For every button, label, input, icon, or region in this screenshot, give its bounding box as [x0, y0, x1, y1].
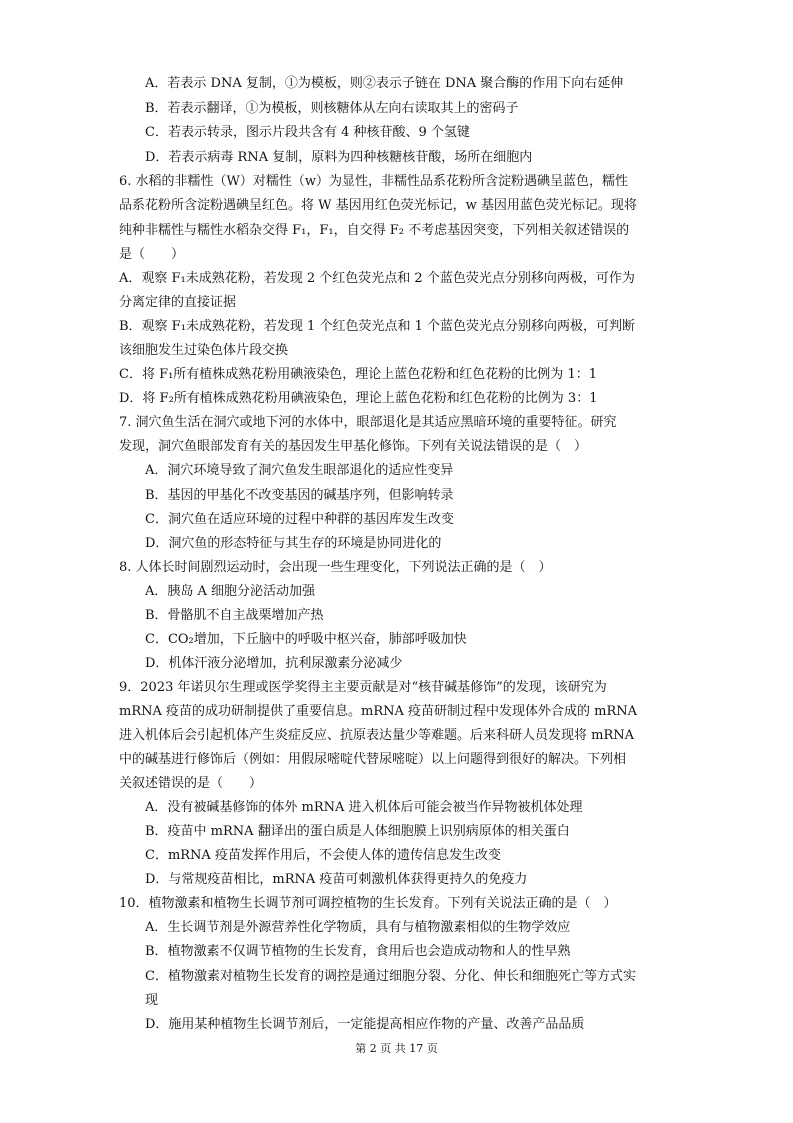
q10-option-b: B．植物激素不仅调节植物的生长发育，食用后也会造成动物和人的性早熟	[145, 944, 571, 959]
q8-option-b: B．骨骼肌不自主战栗增加产热	[145, 608, 324, 623]
q9-option-a: A．没有被碱基修饰的体外 mRNA 进入机体后可能会被当作异物被机体处理	[145, 800, 583, 815]
q10-option-c-cont: 现	[145, 993, 159, 1008]
q8-option-a: A．胰岛 A 细胞分泌活动加强	[145, 584, 316, 599]
q7-option-b: B．基因的甲基化不改变基因的碱基序列，但影响转录	[145, 488, 454, 503]
q10-option-a: A．生长调节剂是外源营养性化学物质，具有与植物激素相似的生物学效应	[145, 920, 571, 935]
q6-option-c: C．将 F₁所有植株成熟花粉用碘液染色，理论上蓝色花粉和红色花粉的比例为 1：1	[119, 367, 597, 382]
q7-option-d: D．洞穴鱼的形态特征与其生存的环境是协同进化的	[145, 536, 442, 551]
q7-option-a: A．洞穴环境导致了洞穴鱼发生眼部退化的适应性变异	[145, 463, 454, 478]
q8-stem-line: 8. 人体长时间剧烈运动时，会出现一些生理变化，下列说法正确的是（ ）	[119, 560, 552, 575]
q7-stem-line: 7. 洞穴鱼生活在洞穴或地下河的水体中，眼部退化是其适应黑暗环境的重要特征。研究	[119, 415, 617, 430]
q7-option-c: C．洞穴鱼在适应环境的过程中种群的基因库发生改变	[145, 512, 454, 527]
q8-option-d: D．机体汗液分泌增加，抗利尿激素分泌减少	[145, 656, 403, 671]
q5-option-c: C．若表示转录，图示片段共含有 4 种核苷酸、9 个氢键	[145, 125, 470, 140]
q9-stem-line: 进入机体后会引起机体产生炎症反应、抗原表达量少等难题。后来科研人员发现将 mRNA	[119, 728, 635, 743]
q9-option-b: B．疫苗中 mRNA 翻译出的蛋白质是人体细胞膜上识别病原体的相关蛋白	[145, 824, 570, 839]
q6-option-a: A．观察 F₁未成熟花粉，若发现 2 个红色荧光点和 2 个蓝色荧光点分别移向两极，可作为	[119, 271, 635, 286]
q5-option-a: A．若表示 DNA 复制，①为模板，则②表示子链在 DNA 聚合酶的作用下向右延伸	[145, 76, 624, 91]
q8-option-c: C．CO₂增加，下丘脑中的呼吸中枢兴奋，肺部呼吸加快	[145, 632, 467, 647]
q7-stem-line: 发现，洞穴鱼眼部发育有关的基因发生甲基化修饰。下列有关说法错误的是（ ）	[119, 439, 588, 454]
q10-stem-line: 10．植物激素和植物生长调节剂可调控植物的生长发育。下列有关说法正确的是（ ）	[119, 896, 617, 911]
page-footer: 第 2 页 共 17 页	[355, 1042, 438, 1055]
q9-stem-line: 关叙述错误的是（ ）	[119, 776, 263, 791]
q6-stem-line: 6. 水稻的非糯性（W）对糯性（w）为显性，非糯性品系花粉所含淀粉遇碘呈蓝色，糯性	[119, 174, 629, 189]
q10-option-c: C．植物激素对植物生长发育的调控是通过细胞分裂、分化、伸长和细胞死亡等方式实	[145, 969, 636, 984]
q10-option-d: D．施用某种植物生长调节剂后，一定能提高相应作物的产量、改善产品品质	[145, 1017, 585, 1032]
q9-stem-line: 9．2023 年诺贝尔生理或医学奖得主主要贡献是对“核苷碱基修饰”的发现，该研究为	[119, 680, 607, 695]
q6-stem-line: 纯种非糯性与糯性水稻杂交得 F₁，F₁，自交得 F₂ 不考虑基因突变，下列相关叙述错误的	[119, 223, 630, 238]
q6-stem-line: 是（ ）	[119, 247, 185, 262]
q9-option-c: C．mRNA 疫苗发挥作用后，不会使人体的遗传信息发生改变	[145, 848, 501, 863]
q6-stem-line: 品系花粉所含淀粉遇碘呈红色。将 W 基因用红色荧光标记，w 基因用蓝色荧光标记。现将	[119, 198, 637, 213]
q6-option-b: B．观察 F₁未成熟花粉，若发现 1 个红色荧光点和 1 个蓝色荧光点分别移向两极，可判断	[119, 319, 635, 334]
q9-stem-line: mRNA 疫苗的成功研制提供了重要信息。mRNA 疫苗研制过程中发现体外合成的 mRNA	[119, 704, 638, 719]
q5-option-d: D．若表示病毒 RNA 复制，原料为四种核糖核苷酸，场所在细胞内	[145, 150, 533, 165]
q5-option-b: B．若表示翻译，①为模板，则核糖体从左向右读取其上的密码子	[145, 101, 519, 116]
q9-stem-line: 中的碱基进行修饰后（例如：用假尿嘧啶代替尿嘧啶）以上问题得到很好的解决。下列相	[119, 752, 627, 767]
q6-option-d: D．将 F₂所有植株成熟花粉用碘液染色，理论上蓝色花粉和红色花粉的比例为 3：1	[119, 391, 598, 406]
q6-option-a-cont: 分离定律的直接证据	[119, 295, 237, 310]
q6-option-b-cont: 该细胞发生过染色体片段交换	[119, 343, 289, 358]
q9-option-d: D．与常规疫苗相比，mRNA 疫苗可刺激机体获得更持久的免疫力	[145, 872, 528, 887]
